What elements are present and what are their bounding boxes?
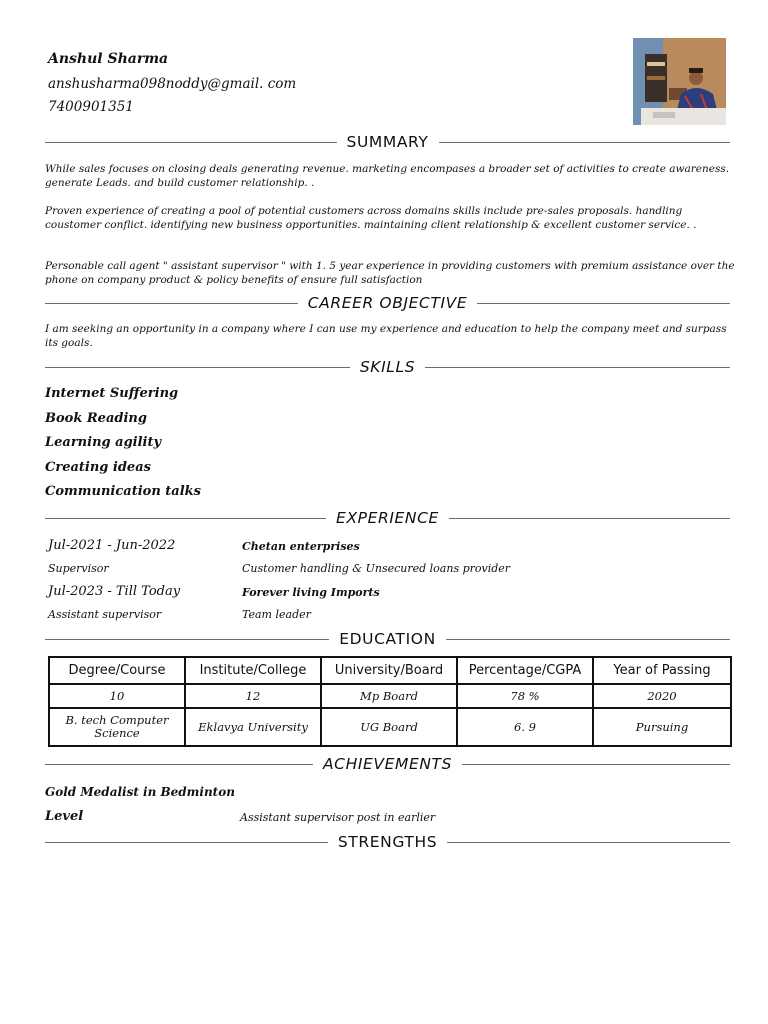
achievements-heading xyxy=(45,754,730,774)
table-header-row xyxy=(49,657,731,684)
section-title: EXPERIENCE xyxy=(336,509,439,527)
education-heading xyxy=(45,629,730,649)
achievement-title: Level xyxy=(45,809,84,824)
summary-paragraph: Personable call agent " assistant supervisor " with 1. 5 year experience in providing customers with premium assistance over the phone on company product & policy benefits of ensure full satisfaction xyxy=(45,260,735,286)
phone-number: 7400901351 xyxy=(48,99,134,115)
experience-description: Customer handling & Unsecured loans provider xyxy=(242,562,511,575)
divider-line xyxy=(425,367,730,368)
table-row xyxy=(49,708,731,746)
education-table xyxy=(48,656,732,747)
career-objective-text: I am seeking an opportunity in a company where I can use my experience and education to help the company meet and surpass its goals. xyxy=(45,323,727,349)
summary-paragraph: Proven experience of creating a pool of potential customers across domains skills include pre-sales proposals. handling coustomer conflict. identifying new business opportunities. maintaining client relationship & excellent customer service. . xyxy=(45,205,697,231)
profile-photo xyxy=(633,38,726,125)
divider-line xyxy=(439,142,731,143)
divider-line xyxy=(45,639,329,640)
experience-company: Chetan enterprises xyxy=(242,540,360,553)
divider-line xyxy=(45,842,328,843)
table-cell: 10 xyxy=(49,684,185,708)
candidate-name: Anshul Sharma xyxy=(48,51,169,67)
achievement-detail: Assistant supervisor post in earlier xyxy=(240,811,436,824)
experience-dates: Jul-2023 - Till Today xyxy=(48,584,181,599)
divider-line xyxy=(45,367,350,368)
achievement-title: Gold Medalist in Bedminton xyxy=(45,785,235,799)
table-cell: UG Board xyxy=(321,708,457,746)
table-cell: 12 xyxy=(185,684,321,708)
skill-item: Book Reading xyxy=(45,411,147,426)
summary-heading xyxy=(45,132,730,152)
table-header-cell: University/Board xyxy=(321,657,457,684)
career-objective-heading xyxy=(45,293,730,313)
divider-line xyxy=(45,142,337,143)
table-cell: B. tech Computer Science xyxy=(49,708,185,746)
table-cell: Eklavya University xyxy=(185,708,321,746)
table-cell: 78 % xyxy=(457,684,593,708)
section-title: STRENGTHS xyxy=(337,833,438,851)
divider-line xyxy=(446,639,730,640)
divider-line xyxy=(449,518,730,519)
skill-item: Learning agility xyxy=(45,435,162,450)
skill-item: Communication talks xyxy=(45,484,201,499)
summary-paragraph: While sales focuses on closing deals generating revenue. marketing encompases a broader set of activities to create awareness. generate Leads. and build customer relationship. . xyxy=(45,163,730,189)
table-header-cell: Degree/Course xyxy=(49,657,185,684)
experience-company: Forever living Imports xyxy=(242,586,380,599)
divider-line xyxy=(447,842,730,843)
skills-heading xyxy=(45,357,730,377)
table-header-cell: Institute/College xyxy=(185,657,321,684)
experience-heading xyxy=(45,508,730,528)
email-address: anshusharma098noddy@gmail. com xyxy=(48,76,297,92)
section-title: CAREER OBJECTIVE xyxy=(307,294,468,312)
divider-line xyxy=(477,303,730,304)
skill-item: Creating ideas xyxy=(45,460,151,475)
section-title: SUMMARY xyxy=(346,133,429,151)
table-header-cell: Percentage/CGPA xyxy=(457,657,593,684)
divider-line xyxy=(462,764,730,765)
table-header-cell: Year of Passing xyxy=(593,657,731,684)
section-title: EDUCATION xyxy=(339,630,436,648)
divider-line xyxy=(45,518,326,519)
table-row xyxy=(49,684,731,708)
table-cell: 6. 9 xyxy=(457,708,593,746)
section-title: SKILLS xyxy=(359,358,416,376)
table-cell: 2020 xyxy=(593,684,731,708)
experience-dates: Jul-2021 - Jun-2022 xyxy=(48,538,176,553)
divider-line xyxy=(45,303,298,304)
experience-role: Supervisor xyxy=(48,562,109,575)
table-cell: Pursuing xyxy=(593,708,731,746)
section-title: ACHIEVEMENTS xyxy=(322,755,453,773)
divider-line xyxy=(45,764,313,765)
table-cell: Mp Board xyxy=(321,684,457,708)
experience-role: Assistant supervisor xyxy=(48,608,162,621)
strengths-heading xyxy=(45,832,730,852)
skill-item: Internet Suffering xyxy=(45,386,179,401)
experience-description: Team leader xyxy=(242,608,311,621)
